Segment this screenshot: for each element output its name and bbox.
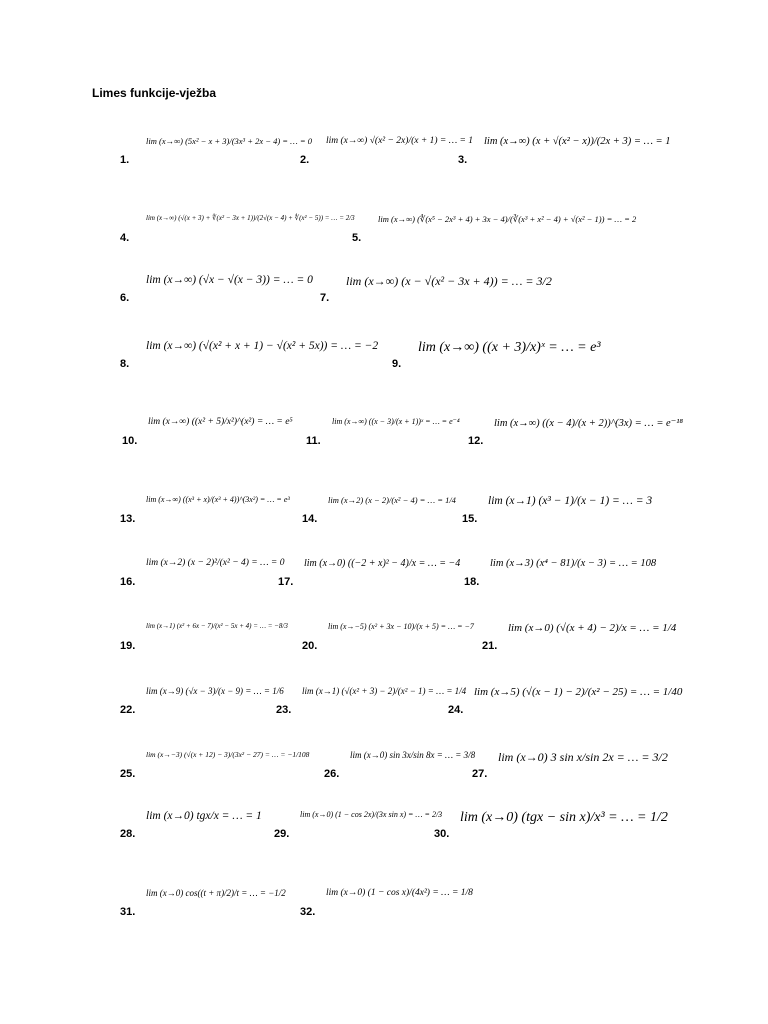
limit-expression: lim (x→9) (√x − 3)/(x − 9) = … = 1/6 [146, 686, 284, 696]
limit-problem [120, 326, 390, 370]
problem-number: 22. [120, 704, 136, 716]
problem-number: 27. [472, 768, 488, 780]
problem-number: 12. [468, 435, 484, 447]
problem-number: 17. [278, 576, 294, 588]
limit-expression: lim (x→∞) ((x³ + x)/(x³ + 4))^(3x²) = … = e³ [146, 495, 290, 504]
limit-expression: lim (x→2) (x − 2)²/(x² − 4) = … = 0 [146, 558, 285, 568]
limit-problem [462, 481, 662, 525]
limit-problem [120, 260, 320, 304]
limit-expression: lim (x→0) (1 − cos x)/(4x²) = … = 1/8 [326, 888, 473, 898]
limit-expression: lim (x→3) (x⁴ − 81)/(x − 3) = … = 108 [490, 558, 657, 569]
limit-problem [120, 122, 325, 166]
limit-problem [482, 608, 682, 652]
limit-problem [306, 403, 466, 447]
limit-expression: lim (x→∞) ((x² + 5)/x²)^(x²) = … = e⁵ [148, 417, 293, 427]
problem-number: 5. [352, 232, 362, 244]
problem-number: 31. [120, 906, 136, 918]
problem-number: 28. [120, 828, 136, 840]
problem-number: 30. [434, 828, 450, 840]
limit-problem [468, 403, 688, 447]
problem-number: 14. [302, 513, 318, 525]
limit-problem [324, 736, 484, 780]
limit-expression: lim (x→∞) ((x − 3)/(x + 1))ˣ = … = e⁻⁴ [332, 417, 460, 426]
problem-number: 9. [392, 358, 402, 370]
limit-problem [434, 796, 674, 840]
limit-expression: lim (x→0) (tgx − sin x)/x³ = … = 1/2 [460, 810, 668, 825]
limit-expression: lim (x→∞) ((x − 4)/(x + 2))^(3x) = … = e⁻¹⁸ [494, 418, 684, 429]
limit-expression: lim (x→5) (√(x − 1) − 2)/(x² − 25) = … = 1/40 [474, 686, 683, 698]
limit-expression: lim (x→∞) (5x² − x + 3)/(3x³ + 2x − 4) = … = 0 [146, 136, 312, 146]
limit-problem [120, 672, 290, 716]
problem-number: 23. [276, 704, 292, 716]
problem-number: 4. [120, 232, 130, 244]
limit-expression: lim (x→∞) ((x + 3)/x)ˣ = … = e³ [418, 340, 601, 355]
problem-number: 1. [120, 154, 130, 166]
limit-expression: lim (x→0) cos((t + π)/2)/t = … = −1/2 [146, 888, 286, 898]
problem-number: 13. [120, 513, 136, 525]
limit-expression: lim (x→2) (x − 2)/(x² − 4) = … = 1/4 [328, 495, 456, 505]
limit-problem [302, 608, 482, 652]
problem-number: 18. [464, 576, 480, 588]
limit-expression: lim (x→0) (1 − cos 2x)/(3x sin x) = … = 2/3 [300, 810, 443, 819]
limit-expression: lim (x→0) 3 sin x/sin 2x = … = 3/2 [498, 750, 668, 764]
problem-number: 25. [120, 768, 136, 780]
limit-problem [120, 796, 270, 840]
limit-problem [120, 544, 290, 588]
limit-expression: lim (x→1) (√(x² + 3) − 2)/(x² − 1) = … = 1/4 [302, 686, 467, 696]
limit-problem [122, 403, 302, 447]
limit-expression: lim (x→1) (x³ − 1)/(x − 1) = … = 3 [488, 495, 653, 507]
problem-number: 10. [122, 435, 138, 447]
problem-number: 19. [120, 640, 136, 652]
problem-number: 32. [300, 906, 316, 918]
page-title: Limes funkcije-vježba [92, 86, 217, 100]
problem-number: 29. [274, 828, 290, 840]
limit-problem [458, 122, 678, 166]
problem-number: 20. [302, 640, 318, 652]
limit-expression: lim (x→∞) (√(x² + x + 1) − √(x² + 5x)) = … = −2 [146, 340, 379, 352]
limit-expression: lim (x→0) ((−2 + x)² − 4)/x = … = −4 [304, 558, 461, 569]
limit-expression: lim (x→1) (x² + 6x − 7)/(x² − 5x + 4) = … = −8/3 [146, 622, 288, 630]
problem-number: 26. [324, 768, 340, 780]
problem-number: 7. [320, 292, 330, 304]
limit-problem [274, 796, 454, 840]
limit-problem [392, 326, 612, 370]
problem-number: 16. [120, 576, 136, 588]
limit-problem [448, 672, 688, 716]
limit-expression: lim (x→∞) (∜(x⁵ − 2x³ + 4) + 3x − 4)/(∛(x³ + x² − 4) + √(x² − 1)) = … = 2 [378, 214, 637, 224]
limit-expression: lim (x→∞) (x − √(x² − 3x + 4)) = … = 3/2 [346, 274, 552, 288]
limit-problem [352, 200, 652, 244]
problem-number: 11. [306, 435, 321, 447]
limit-problem [120, 874, 290, 918]
limit-problem [320, 260, 560, 304]
limit-problem [464, 544, 664, 588]
limit-problem [120, 200, 355, 244]
limit-problem [300, 122, 480, 166]
limit-expression: lim (x→−5) (x² + 3x − 10)/(x + 5) = … = −7 [328, 622, 474, 631]
limit-problem [300, 874, 480, 918]
limit-expression: lim (x→0) tgx/x = … = 1 [146, 810, 262, 822]
problem-number: 2. [300, 154, 310, 166]
problem-number: 21. [482, 640, 498, 652]
limit-expression: lim (x→−3) (√(x + 12) − 3)/(3x² − 27) = … = −1/108 [146, 750, 310, 759]
limit-problem [120, 736, 320, 780]
problem-number: 15. [462, 513, 478, 525]
limit-expression: lim (x→0) sin 3x/sin 8x = … = 3/8 [350, 750, 476, 760]
limit-expression: lim (x→∞) √(x² − 2x)/(x + 1) = … = 1 [326, 136, 474, 146]
limit-expression: lim (x→0) (√(x + 4) − 2)/x = … = 1/4 [508, 622, 677, 634]
problem-number: 8. [120, 358, 130, 370]
limit-problem [302, 481, 462, 525]
limit-problem [276, 672, 476, 716]
limit-problem [278, 544, 468, 588]
problem-number: 6. [120, 292, 130, 304]
limit-expression: lim (x→∞) (x + √(x² − x))/(2x + 3) = … = 1 [484, 136, 671, 147]
limit-expression: lim (x→∞) (√x − √(x − 3)) = … = 0 [146, 274, 313, 286]
limit-expression: lim (x→∞) (√(x + 3) + ∜(x² − 3x + 1))/(2√(x − 4) + ∜(x² − 5)) = … = 2/3 [146, 214, 355, 222]
limit-problem [120, 481, 300, 525]
problem-number: 3. [458, 154, 468, 166]
limit-problem [120, 608, 300, 652]
limit-problem [472, 736, 672, 780]
problem-number: 24. [448, 704, 464, 716]
